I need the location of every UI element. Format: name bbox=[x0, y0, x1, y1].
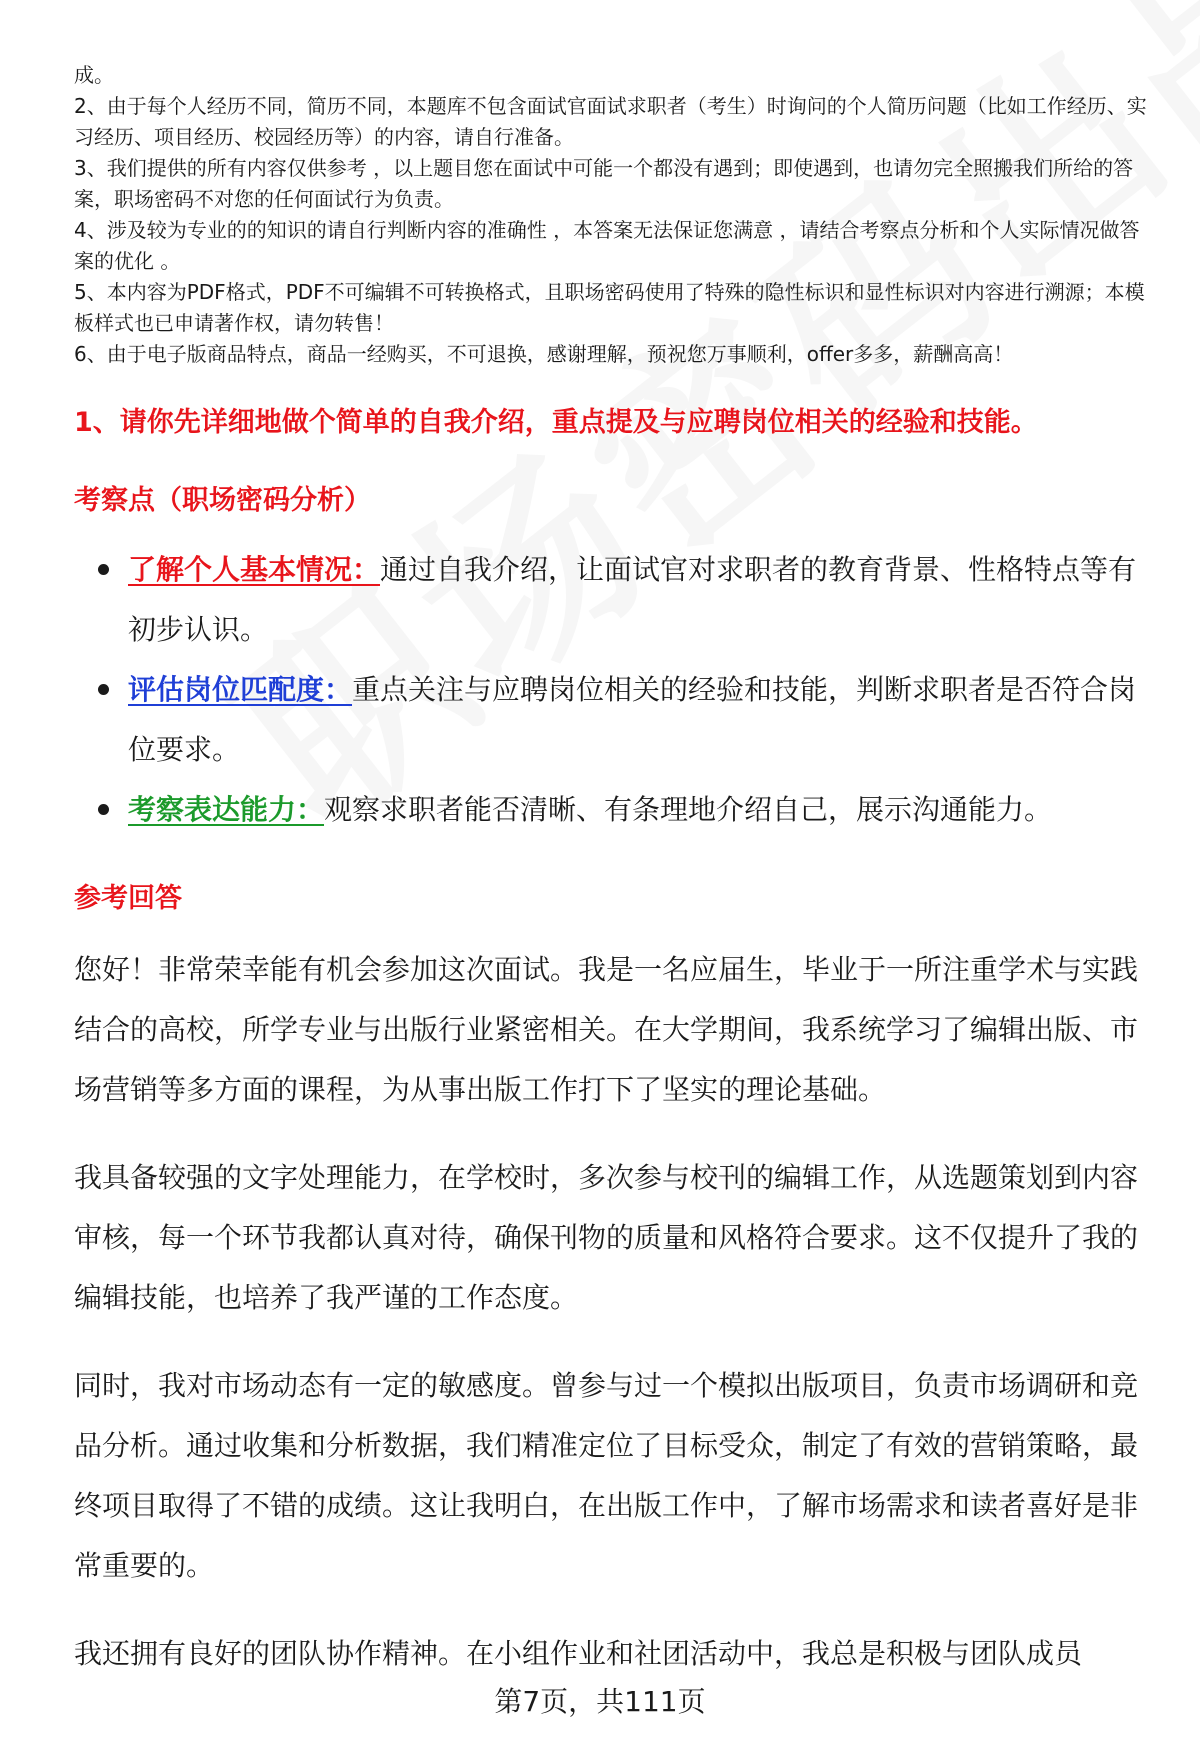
analysis-keyword: 评估岗位匹配度： bbox=[128, 673, 353, 706]
note-line: 3、我们提供的所有内容仅供参考 ，以上题目您在面试中可能一个都没有遇到；即使遇到，也请勿完全照搬我们所给的答案，职场密码不对您的任何面试行为负责。 bbox=[74, 156, 1134, 211]
bullet-icon bbox=[98, 684, 109, 695]
bullet-icon bbox=[98, 804, 109, 815]
analysis-keyword: 了解个人基本情况： bbox=[128, 553, 381, 586]
answer-paragraph: 我具备较强的文字处理能力，在学校时，多次参与校刊的编辑工作，从选题策划到内容审核，每一个环节我都认真对待，确保刊物的质量和风格符合要求。这不仅提升了我的编辑技能，也培养了我严谨的工作态度。 bbox=[74, 1161, 1139, 1314]
note-line: 5、本内容为PDF格式，PDF不可编辑不可转换格式，且职场密码使用了特殊的隐性标识和显性标识对内容进行溯源；本模板样式也已申请著作权，请勿转售！ bbox=[74, 280, 1145, 335]
bullet-icon bbox=[98, 564, 109, 575]
note-line: 成。 bbox=[74, 63, 114, 87]
note-line: 6、由于电子版商品特点，商品一经购买，不可退换，感谢理解，预祝您万事顺利，offer多多，薪酬高高！ bbox=[74, 342, 1014, 366]
analysis-item bbox=[74, 660, 1154, 780]
analysis-heading: 考察点（职场密码分析） bbox=[74, 485, 371, 516]
note-line: 2、由于每个人经历不同，简历不同，本题库不包含面试官面试求职者（考生）时询问的个人简历问题（比如工作经历、实习经历、项目经历、校园经历等）的内容，请自行准备。 bbox=[74, 94, 1147, 149]
answer-paragraph: 同时，我对市场动态有一定的敏感度。曾参与过一个模拟出版项目，负责市场调研和竞品分析。通过收集和分析数据，我们精准定位了目标受众，制定了有效的营销策略，最终项目取得了不错的成绩。这让我明白，在出版工作中，了解市场需求和读者喜好是非常重要的。 bbox=[74, 1369, 1139, 1582]
analysis-keyword: 考察表达能力： bbox=[128, 793, 325, 826]
analysis-list bbox=[74, 540, 1154, 840]
analysis-text: 观察求职者能否清晰、有条理地介绍自己，展示沟通能力。 bbox=[324, 793, 1053, 826]
answer-paragraph: 您好！非常荣幸能有机会参加这次面试。我是一名应届生，毕业于一所注重学术与实践结合的高校，所学专业与出版行业紧密相关。在大学期间，我系统学习了编辑出版、市场营销等多方面的课程，为从事出版工作打下了坚实的理论基础。 bbox=[74, 953, 1139, 1106]
notes-section bbox=[74, 60, 1154, 370]
note-line: 4、涉及较为专业的的知识的请自行判断内容的准确性 ，本答案无法保证您满意 ，请结合考察点分析和个人实际情况做答案的优化 。 bbox=[74, 218, 1140, 273]
answer-paragraph: 我还拥有良好的团队协作精神。在小组作业和社团活动中，我总是积极与团队成员 bbox=[74, 1637, 1083, 1670]
page-number: 第7页，共111页 bbox=[494, 1685, 706, 1718]
analysis-text: 通过自我介绍，让面试官对求职者的教育背景、性格特点等有初步认识。 bbox=[128, 553, 1137, 646]
analysis-text: 重点关注与应聘岗位相关的经验和技能，判断求职者是否符合岗位要求。 bbox=[128, 673, 1137, 766]
answer-heading: 参考回答 bbox=[74, 883, 182, 914]
analysis-item bbox=[74, 540, 1154, 660]
question-title: 1、请你先详细地做个简单的自我介绍，重点提及与应聘岗位相关的经验和技能。 bbox=[74, 407, 1038, 438]
analysis-item bbox=[74, 780, 1154, 840]
